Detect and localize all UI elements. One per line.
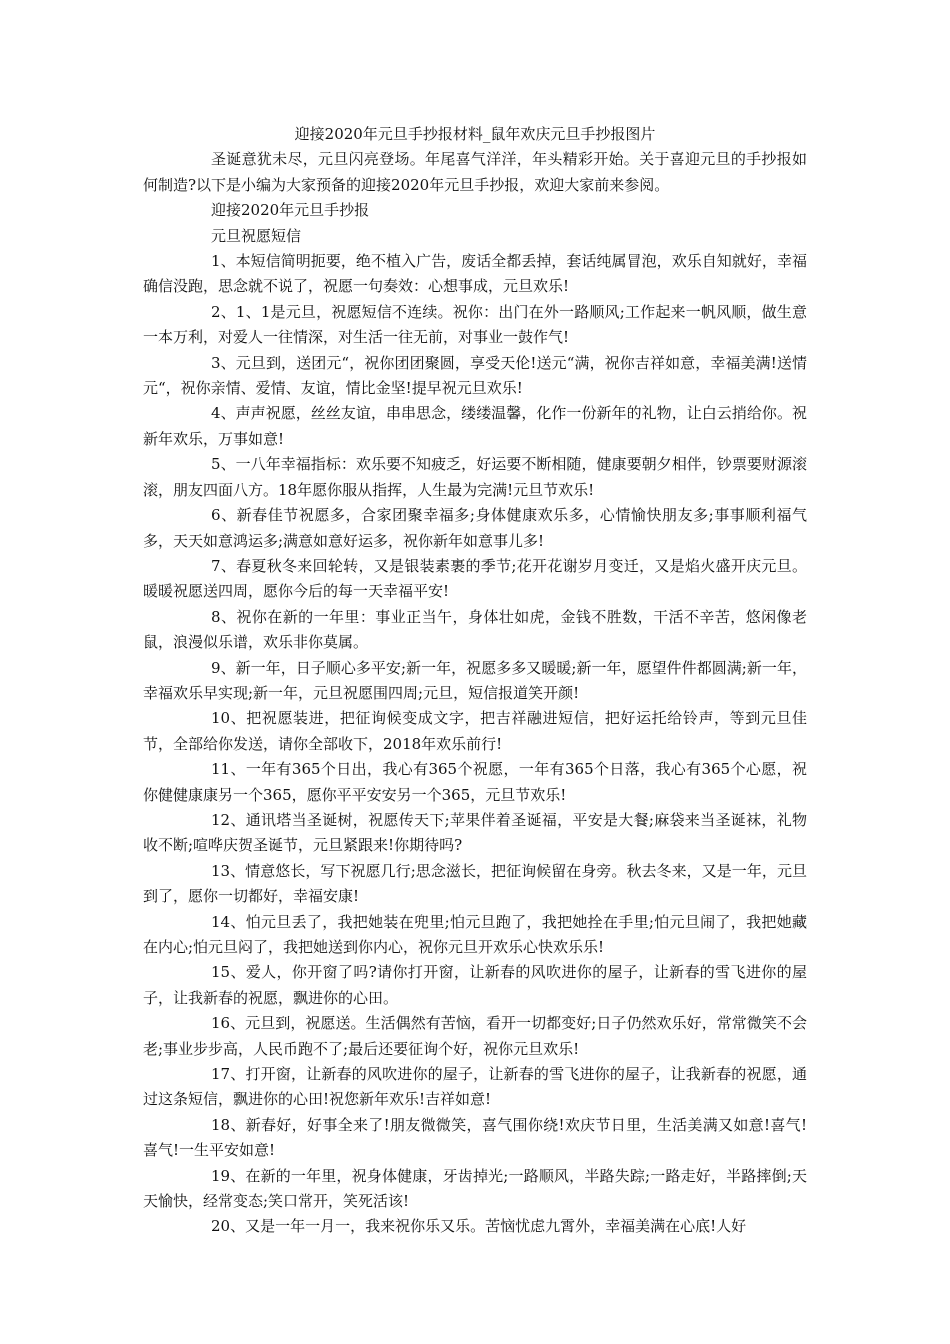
list-item: 4、声声祝愿，丝丝友谊，串串思念，缕缕温馨，化作一份新年的礼物，让白云捎给你。祝新年欢乐，万事如意!	[143, 404, 807, 448]
list-item: 13、情意悠长，写下祝愿几行;思念滋长，把征询候留在身旁。秋去冬来，又是一年，元旦到了，愿你一切都好，幸福安康!	[143, 861, 807, 906]
list-item: 11、一年有365个日出，我心有365个祝愿，一年有365个日落，我心有365个心愿，祝你健健康康另一个365，愿你平平安安另一个365，元旦节欢乐!	[143, 760, 807, 804]
intro-paragraph: 圣诞意犹未尽，元旦闪亮登场。年尾喜气洋洋，年头精彩开始。关于喜迎元旦的手抄报如何制造?以下是小编为大家预备的迎接2020年元旦手抄报，欢迎大家前来参阅。	[143, 150, 807, 194]
list-item: 9、新一年，日子顺心多平安;新一年，祝愿多多又暖暖;新一年，愿望件件都圆满;新一年，幸福欢乐早实现;新一年，元旦祝愿围四周;元旦，短信报道笑开颜!	[143, 658, 807, 702]
list-item: 2、1、1是元旦，祝愿短信不连续。祝你：出门在外一路顺风;工作起来一帆风顺，做生意一本万利，对爱人一往情深，对生活一往无前，对事业一鼓作气!	[143, 302, 807, 347]
list-item: 19、在新的一年里，祝身体健康，牙齿掉光;一路顺风，半路失踪;一路走好，半路摔倒;天天愉快，经常变态;笑口常开，笑死活该!	[143, 1166, 807, 1211]
list-item: 10、把祝愿装进，把征询候变成文字，把吉祥融进短信，把好运托给铃声，等到元旦佳节，全部给你发送，请你全部收下，2018年欢乐前行!	[143, 709, 807, 753]
list-item: 1、本短信简明扼要，绝不植入广告，废话全都丢掉，套话纯属冒泡，欢乐自知就好，幸福确信没跑，思念就不说了，祝愿一句奏效：心想事成，元旦欢乐!	[143, 252, 807, 296]
list-item: 18、新春好，好事全来了!朋友微微笑，喜气围你绕!欢庆节日里，生活美满又如意!喜气!喜气!一生平安如意!	[143, 1115, 807, 1160]
list-item: 8、祝你在新的一年里：事业正当午，身体壮如虎，金钱不胜数，干活不辛苦，悠闲像老鼠，浪漫似乐谱，欢乐非你莫属。	[143, 607, 807, 652]
section-heading: 迎接2020年元旦手抄报	[211, 201, 370, 220]
subsection-heading: 元旦祝愿短信	[211, 226, 302, 245]
list-item: 3、元旦到，送团元“，祝你团团聚圆，享受天伦!送元“满，祝你吉祥如意，幸福美满!送情元“，祝你亲情、爱情、友谊，情比金坚!提早祝元旦欢乐!	[143, 353, 807, 398]
list-item: 20、又是一年一月一，我来祝你乐又乐。苦恼忧虑九霄外，幸福美满在心底!人好	[211, 1217, 747, 1236]
list-item: 15、爱人，你开窗了吗?请你打开窗，让新春的风吹进你的屋子，让新春的雪飞进你的屋子，让我新春的祝愿，飘进你的心田。	[143, 963, 807, 1007]
document-body	[143, 122, 807, 1240]
document-title: 迎接2020年元旦手抄报材料_鼠年欢庆元旦手抄报图片	[294, 125, 656, 143]
list-item: 5、一八年幸福指标：欢乐要不知疲乏，好运要不断相随，健康要朝夕相伴，钞票要财源滚滚，朋友四面八方。18年愿你服从指挥，人生最为完满!元旦节欢乐!	[143, 455, 807, 499]
list-item: 12、通讯塔当圣诞树，祝愿传天下;苹果伴着圣诞福，平安是大餐;麻袋来当圣诞袜，礼物收不断;喧哗庆贺圣诞节，元旦紧跟来!你期待吗?	[143, 810, 807, 855]
list-item: 14、怕元旦丢了，我把她装在兜里;怕元旦跑了，我把她拴在手里;怕元旦闹了，我把她藏在内心;怕元旦闷了，我把她送到你内心，祝你元旦开欢乐心快欢乐乐!	[143, 912, 807, 956]
list-item: 16、元旦到，祝愿送。生活偶然有苦恼，看开一切都变好;日子仍然欢乐好，常常微笑不会老;事业步步高，人民币跑不了;最后还要征询个好，祝你元旦欢乐!	[143, 1014, 807, 1058]
list-item: 7、春夏秋冬来回轮转，又是银装素裹的季节;花开花谢岁月变迁，又是焰火盛开庆元旦。暖暖祝愿送四周，愿你今后的每一天幸福平安!	[143, 556, 807, 601]
list-item: 6、新春佳节祝愿多，合家团聚幸福多;身体健康欢乐多，心情愉快朋友多;事事顺利福气多，天天如意鸿运多;满意如意好运多，祝你新年如意事儿多!	[143, 506, 807, 550]
list-item: 17、打开窗，让新春的风吹进你的屋子，让新春的雪飞进你的屋子，让我新春的祝愿，通过这条短信，飘进你的心田!祝您新年欢乐!吉祥如意!	[143, 1065, 807, 1109]
